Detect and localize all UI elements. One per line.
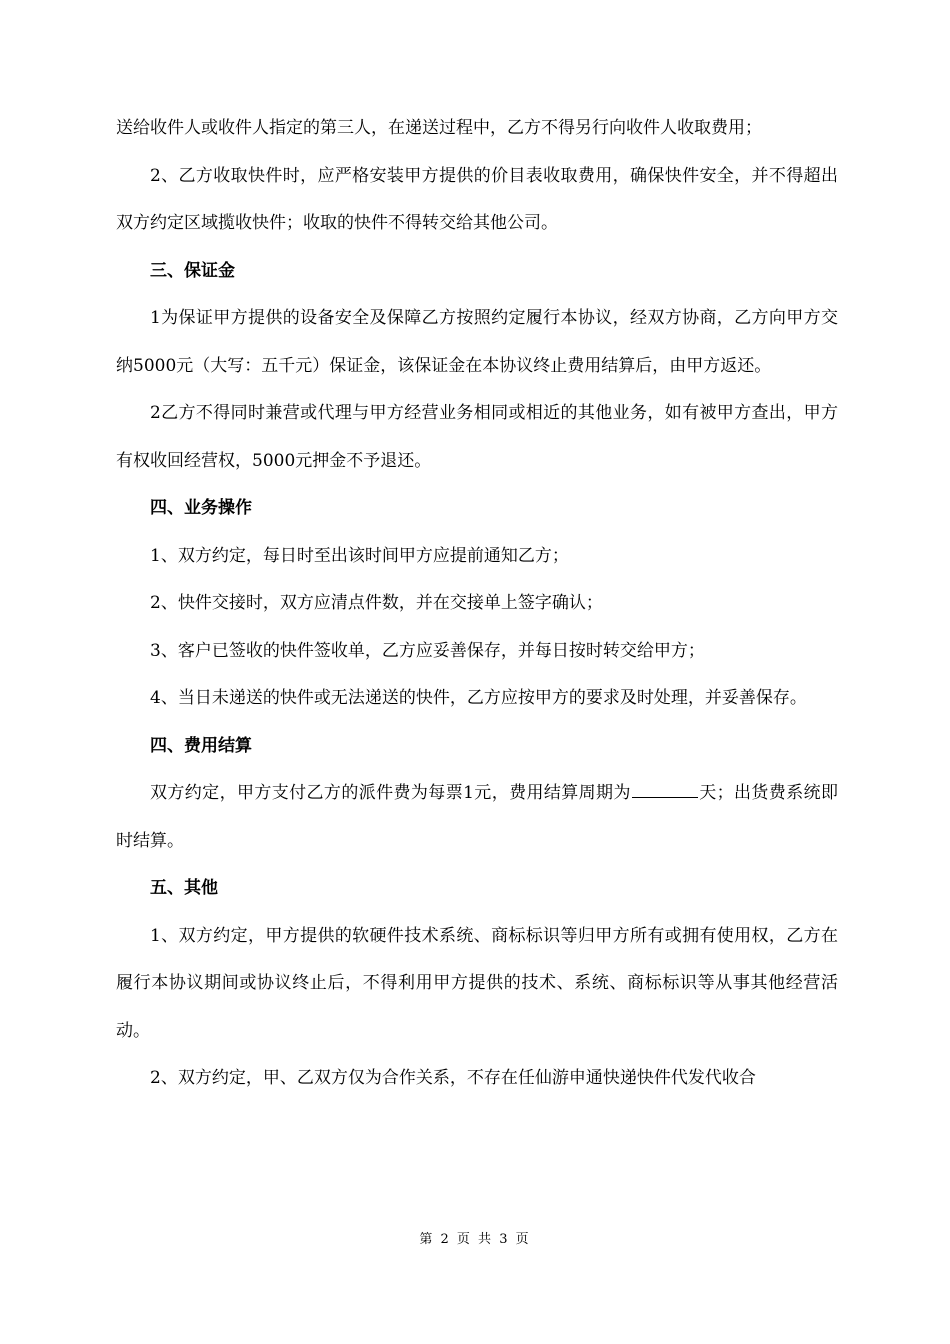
section-heading-other: 五、其他 [150,878,218,898]
paragraph-other-ip: 1、双方约定，甲方提供的软硬件技术系统、商标标识等归甲方所有或拥有使用权，乙方在履行本协议期间或协议终止后，不得利用甲方提供的技术、系统、商标标识等从事其他经营活动。 [116,925,838,1041]
section-heading-operations: 四、业务操作 [150,498,252,518]
paragraph-operations-receipts: 3、客户已签收的快件签收单，乙方应妥善保存，并每日按时转交给甲方； [150,640,705,661]
settlement-period-blank [632,796,698,798]
paragraph-settlement-terms [116,770,838,865]
section-heading-deposit: 三、保证金 [150,260,235,281]
settlement-text-before: 双方约定，甲方支付乙方的派件费为每票1元，费用结算周期为 [150,783,631,803]
paragraph-other-relationship: 2、双方约定，甲、乙双方仅为合作关系，不存在任仙游申通快递快件代发代收合 [150,1068,756,1088]
paragraph-deposit-amount: 1为保证甲方提供的设备安全及保障乙方按照约定履行本协议，经双方协商，乙方向甲方交纳5000元（大写：五千元）保证金，该保证金在本协议终止费用结算后，由甲方返还。 [116,308,838,376]
section-heading-settlement: 四、费用结算 [150,735,252,756]
paragraph-operations-undelivered: 4、当日未递送的快件或无法递送的快件，乙方应按甲方的要求及时处理，并妥善保存。 [150,688,807,708]
paragraph-operations-handover: 2、快件交接时，双方应清点件数，并在交接单上签字确认； [150,593,603,613]
paragraph-collection-rules: 2、乙方收取快件时，应严格安装甲方提供的价目表收取费用，确保快件安全，并不得超出双方约定区域揽收快件；收取的快件不得转交给其他公司。 [116,165,838,233]
settlement-text-after: 天；出货费系统即时结算。 [116,783,838,851]
paragraph-delivery-fee-clause: 送给收件人或收件人指定的第三人，在递送过程中，乙方不得另行向收件人收取费用； [116,118,762,138]
page-number-footer: 第 2 页 共 3 页 [419,1232,531,1247]
paragraph-deposit-forfeit: 2乙方不得同时兼营或代理与甲方经营业务相同或相近的其他业务，如有被甲方查出，甲方有权收回经营权，5000元押金不予退还。 [116,403,838,471]
paragraph-operations-schedule: 1、双方约定，每日时至出该时间甲方应提前通知乙方； [150,545,569,566]
document-body [116,105,838,1103]
